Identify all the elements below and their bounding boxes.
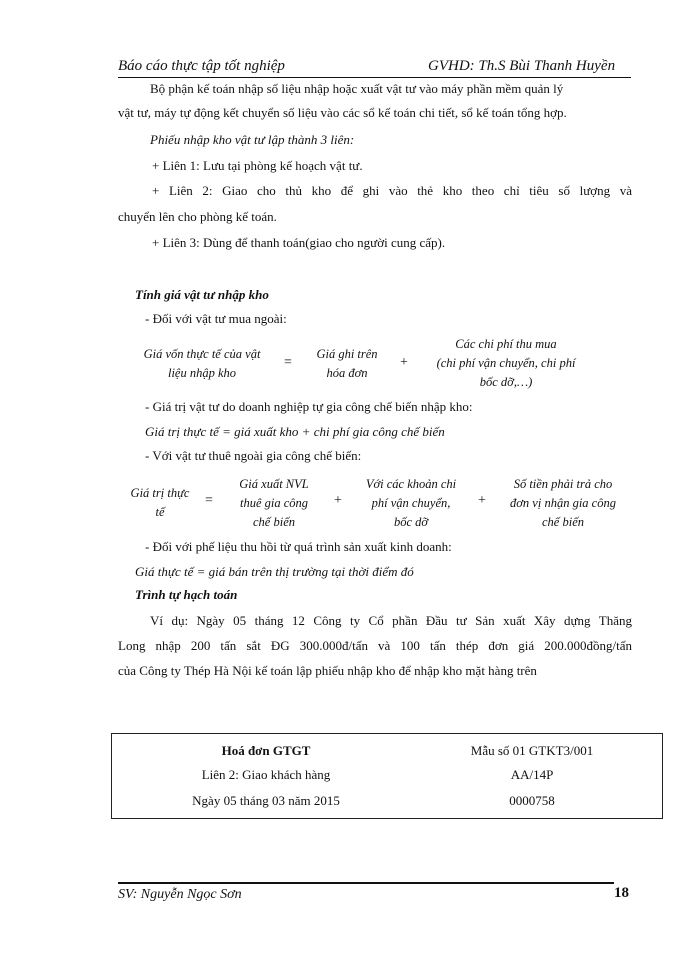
plus-sign: + [334, 493, 342, 508]
formula-text: Các chi phí thu mua [455, 337, 557, 351]
equals-sign: = [284, 355, 292, 370]
list-item: - Giá trị vật tư do doanh nghiệp tự gia công chế biến nhập kho: [145, 399, 473, 414]
formula-term [418, 335, 594, 392]
plus-sign: + [400, 355, 408, 370]
formula-term [224, 475, 324, 532]
formula-term [118, 484, 202, 522]
formula-line: Giá thực tế = giá bán trên thị trường tại thời điểm đó [135, 564, 414, 579]
paragraph-line: của Công ty Thép Hà Nội kế toán lập phiếu nhập kho để nhập kho mặt hàng trên [118, 663, 537, 678]
formula-term [496, 475, 630, 532]
formula-text: đơn vị nhận gia công [510, 496, 616, 510]
footer-divider [118, 882, 614, 884]
formula-text: bốc dỡ [393, 515, 429, 529]
formula-text: liệu nhập kho [167, 366, 237, 380]
list-item: - Đối với phế liệu thu hồi từ quá trình sản xuất kinh doanh: [145, 539, 452, 554]
formula-text: Giá ghi trên [316, 347, 378, 361]
formula-text: chế biến [542, 515, 584, 529]
formula-text: Số tiền phải trả cho [513, 477, 613, 491]
plus-sign: + [478, 493, 486, 508]
header-divider [118, 77, 631, 78]
paragraph-heading: Phiếu nhập kho vật tư lập thành 3 liên: [150, 132, 355, 147]
formula-text: tế [155, 505, 165, 519]
list-item: + Liên 3: Dùng để thanh toán(giao cho người cung cấp). [152, 235, 446, 250]
paragraph-line: Long nhập 200 tấn sắt ĐG 300.000đ/tấn và 100 tấn thép đơn giá 200.000đồng/tấn [118, 638, 632, 653]
formula-text: chế biến [253, 515, 295, 529]
list-item: + Liên 1: Lưu tại phòng kế hoạch vật tư. [152, 158, 363, 173]
paragraph-line: vật tư, máy tự động kết chuyển số liệu vào các sổ kế toán chi tiết, sổ kế toán tổng hợp. [118, 105, 567, 120]
formula-text: thuê gia công [239, 496, 309, 510]
formula-term [128, 345, 276, 383]
invoice-form-number: Mẫu số 01 GTKT3/001 [470, 743, 594, 758]
section-title: Trình tự hạch toán [135, 587, 238, 602]
formula-line: Giá trị thực tế = giá xuất kho + chi phí gia công chế biến [145, 424, 445, 439]
formula-term [352, 475, 470, 532]
header-report-title: Báo cáo thực tập tốt nghiệp [118, 58, 285, 74]
invoice-title: Hoá đơn GTGT [221, 743, 311, 758]
invoice-number: 0000758 [509, 793, 555, 808]
invoice-date: Ngày 05 tháng 03 năm 2015 [192, 793, 340, 808]
formula-term [303, 345, 391, 383]
formula-text: Giá trị thực [130, 486, 190, 500]
formula-text: Với các khoản chi [365, 477, 457, 491]
formula-text: hóa đơn [326, 366, 368, 380]
paragraph-line: Ví dụ: Ngày 05 tháng 12 Công ty Cổ phần Đầu tư Sản xuất Xây dựng Thăng [150, 613, 632, 628]
list-item: - Với vật tư thuê ngoài gia công chế biến: [145, 448, 362, 463]
list-item-continuation: chuyển lên cho phòng kế toán. [118, 209, 277, 224]
section-title: Tính giá vật tư nhập kho [135, 287, 269, 302]
footer-student-name: SV: Nguyễn Ngọc Sơn [118, 887, 242, 902]
invoice-series: AA/14P [510, 767, 554, 782]
header-supervisor: GVHD: Th.S Bùi Thanh Huyền [428, 58, 616, 74]
equals-sign: = [205, 493, 213, 508]
formula-text: (chi phí vận chuyển, chi phí [436, 356, 576, 370]
page-number: 18 [614, 885, 629, 901]
invoice-copy: Liên 2: Giao khách hàng [201, 767, 331, 782]
formula-text: Giá xuất NVL [239, 477, 309, 491]
formula-text: bốc dỡ,…) [479, 375, 533, 389]
paragraph-line: Bộ phận kế toán nhập số liệu nhập hoặc xuất vật tư vào máy phần mềm quản lý [150, 81, 564, 96]
list-item: + Liên 2: Giao cho thủ kho để ghi vào thẻ kho theo chỉ tiêu số lượng và [152, 183, 632, 198]
formula-text: Giá vốn thực tế của vật [143, 347, 261, 361]
list-item: - Đối với vật tư mua ngoài: [145, 311, 287, 326]
formula-text: phí vận chuyển, [371, 496, 451, 510]
